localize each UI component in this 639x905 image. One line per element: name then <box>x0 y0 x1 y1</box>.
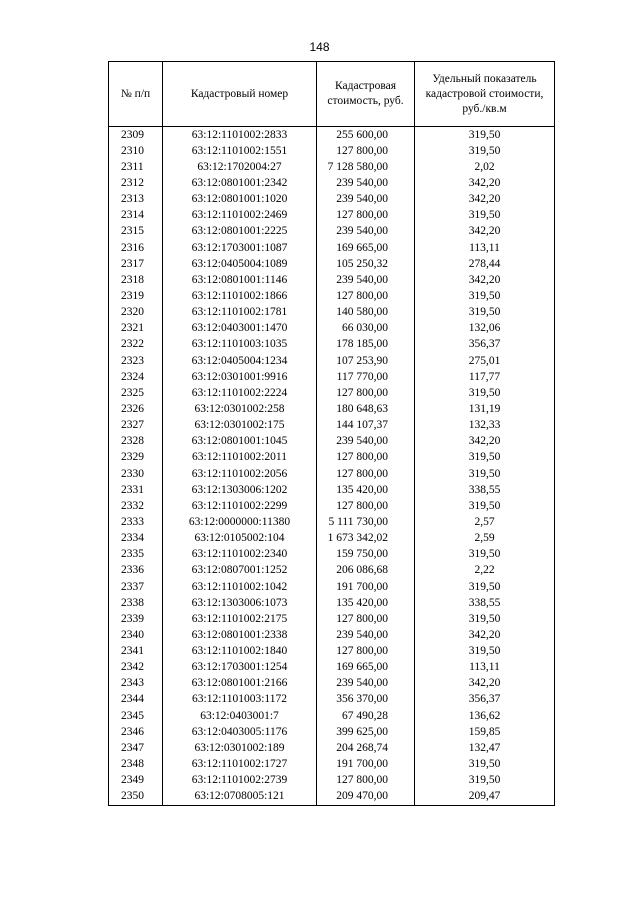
cadastral-cost: 209 470,00 <box>317 789 415 806</box>
specific-rate: 342,20 <box>415 676 555 692</box>
table-row <box>109 611 555 627</box>
cadastral-number: 63:12:0301001:9916 <box>163 369 317 385</box>
cadastral-cost: 239 540,00 <box>317 192 415 208</box>
table-row <box>109 724 555 740</box>
cadastral-number: 63:12:0403005:1176 <box>163 724 317 740</box>
cadastral-number: 63:12:0301002:258 <box>163 401 317 417</box>
cadastral-cost: 105 250,32 <box>317 256 415 272</box>
specific-rate: 2,02 <box>415 159 555 175</box>
table-row <box>109 692 555 708</box>
specific-rate: 159,85 <box>415 724 555 740</box>
specific-rate: 319,50 <box>415 756 555 772</box>
cadastral-cost: 127 800,00 <box>317 466 415 482</box>
specific-rate: 319,50 <box>415 466 555 482</box>
cadastral-number: 63:12:1101002:1840 <box>163 644 317 660</box>
cadastral-number: 63:12:0301002:189 <box>163 740 317 756</box>
cadastral-cost: 135 420,00 <box>317 482 415 498</box>
cadastral-cost: 127 800,00 <box>317 208 415 224</box>
cadastral-cost: 169 665,00 <box>317 240 415 256</box>
row-number: 2317 <box>109 256 163 272</box>
table-row <box>109 418 555 434</box>
specific-rate: 2,57 <box>415 514 555 530</box>
row-number: 2331 <box>109 482 163 498</box>
cadastral-cost: 399 625,00 <box>317 724 415 740</box>
table-row <box>109 256 555 272</box>
specific-rate: 132,47 <box>415 740 555 756</box>
row-number: 2340 <box>109 627 163 643</box>
cadastral-number: 63:12:1101003:1035 <box>163 337 317 353</box>
row-number: 2333 <box>109 514 163 530</box>
cadastral-number: 63:12:0801001:1045 <box>163 434 317 450</box>
specific-rate: 319,50 <box>415 288 555 304</box>
table-row <box>109 159 555 175</box>
row-number: 2328 <box>109 434 163 450</box>
row-number: 2320 <box>109 305 163 321</box>
specific-rate: 319,50 <box>415 611 555 627</box>
row-number: 2338 <box>109 595 163 611</box>
cadastral-cost: 127 800,00 <box>317 498 415 514</box>
table-row <box>109 288 555 304</box>
specific-rate: 319,50 <box>415 208 555 224</box>
row-number: 2343 <box>109 676 163 692</box>
cadastral-number: 63:12:0801001:2225 <box>163 224 317 240</box>
header-rate: Удельный показатель кадастровой стоимости, руб./кв.м <box>415 62 555 127</box>
row-number: 2334 <box>109 531 163 547</box>
cadastral-number: 63:12:1101002:1727 <box>163 756 317 772</box>
row-number: 2323 <box>109 353 163 369</box>
cadastral-number: 63:12:0801001:2338 <box>163 627 317 643</box>
cadastral-cost: 191 700,00 <box>317 756 415 772</box>
table-row <box>109 773 555 789</box>
table-row <box>109 756 555 772</box>
specific-rate: 319,50 <box>415 498 555 514</box>
cadastral-cost: 140 580,00 <box>317 305 415 321</box>
cadastral-number: 63:12:1303006:1073 <box>163 595 317 611</box>
row-number: 2311 <box>109 159 163 175</box>
cadastral-cost: 127 800,00 <box>317 773 415 789</box>
table-row <box>109 708 555 724</box>
table-header-row <box>109 62 555 127</box>
table-row <box>109 660 555 676</box>
cadastral-number: 63:12:1101002:2739 <box>163 773 317 789</box>
specific-rate: 356,37 <box>415 692 555 708</box>
specific-rate: 319,50 <box>415 579 555 595</box>
table-row <box>109 563 555 579</box>
row-number: 2316 <box>109 240 163 256</box>
specific-rate: 319,50 <box>415 143 555 159</box>
table-row <box>109 740 555 756</box>
header-cost: Кадастровая стоимость, руб. <box>317 62 415 127</box>
row-number: 2337 <box>109 579 163 595</box>
table-row <box>109 401 555 417</box>
row-number: 2348 <box>109 756 163 772</box>
cadastral-number: 63:12:1101002:2224 <box>163 385 317 401</box>
specific-rate: 338,55 <box>415 482 555 498</box>
cadastral-number: 63:12:1101002:2469 <box>163 208 317 224</box>
table-row <box>109 175 555 191</box>
row-number: 2339 <box>109 611 163 627</box>
row-number: 2346 <box>109 724 163 740</box>
specific-rate: 132,33 <box>415 418 555 434</box>
specific-rate: 319,50 <box>415 127 555 144</box>
specific-rate: 117,77 <box>415 369 555 385</box>
row-number: 2324 <box>109 369 163 385</box>
cadastral-number: 63:12:0403001:1470 <box>163 321 317 337</box>
cadastral-number: 63:12:1101002:2175 <box>163 611 317 627</box>
row-number: 2336 <box>109 563 163 579</box>
cadastral-number: 63:12:1101002:1551 <box>163 143 317 159</box>
specific-rate: 2,22 <box>415 563 555 579</box>
cadastral-number: 63:12:1702004:27 <box>163 159 317 175</box>
cadastral-number: 63:12:0000000:11380 <box>163 514 317 530</box>
cadastral-cost: 356 370,00 <box>317 692 415 708</box>
specific-rate: 319,50 <box>415 644 555 660</box>
specific-rate: 209,47 <box>415 789 555 806</box>
table-row <box>109 450 555 466</box>
cadastral-cost: 239 540,00 <box>317 627 415 643</box>
cadastral-number: 63:12:0801001:2342 <box>163 175 317 191</box>
row-number: 2326 <box>109 401 163 417</box>
cadastral-cost: 127 800,00 <box>317 644 415 660</box>
cadastral-cost: 169 665,00 <box>317 660 415 676</box>
cadastral-cost: 127 800,00 <box>317 288 415 304</box>
cadastral-number: 63:12:1703001:1254 <box>163 660 317 676</box>
specific-rate: 319,50 <box>415 773 555 789</box>
table-row <box>109 595 555 611</box>
specific-rate: 2,59 <box>415 531 555 547</box>
cadastral-table <box>108 61 555 806</box>
cadastral-cost: 239 540,00 <box>317 224 415 240</box>
table-row <box>109 676 555 692</box>
row-number: 2330 <box>109 466 163 482</box>
cadastral-cost: 239 540,00 <box>317 676 415 692</box>
row-number: 2349 <box>109 773 163 789</box>
table-row <box>109 208 555 224</box>
row-number: 2344 <box>109 692 163 708</box>
table-row <box>109 531 555 547</box>
cadastral-number: 63:12:1101002:1781 <box>163 305 317 321</box>
cadastral-number: 63:12:1303006:1202 <box>163 482 317 498</box>
specific-rate: 338,55 <box>415 595 555 611</box>
cadastral-cost: 1 673 342,02 <box>317 531 415 547</box>
row-number: 2319 <box>109 288 163 304</box>
cadastral-number: 63:12:1101002:1042 <box>163 579 317 595</box>
cadastral-number: 63:12:0801001:1020 <box>163 192 317 208</box>
row-number: 2327 <box>109 418 163 434</box>
row-number: 2309 <box>109 127 163 144</box>
table-row <box>109 466 555 482</box>
specific-rate: 319,50 <box>415 547 555 563</box>
cadastral-number: 63:12:0708005:121 <box>163 789 317 806</box>
cadastral-cost: 127 800,00 <box>317 143 415 159</box>
cadastral-number: 63:12:1101002:2056 <box>163 466 317 482</box>
row-number: 2350 <box>109 789 163 806</box>
table-row <box>109 369 555 385</box>
row-number: 2312 <box>109 175 163 191</box>
cadastral-number: 63:12:1101002:2833 <box>163 127 317 144</box>
cadastral-number: 63:12:0405004:1234 <box>163 353 317 369</box>
row-number: 2345 <box>109 708 163 724</box>
header-num: № п/п <box>109 62 163 127</box>
cadastral-number: 63:12:1101003:1172 <box>163 692 317 708</box>
specific-rate: 342,20 <box>415 627 555 643</box>
cadastral-cost: 127 800,00 <box>317 450 415 466</box>
table-row <box>109 644 555 660</box>
cadastral-cost: 255 600,00 <box>317 127 415 144</box>
specific-rate: 342,20 <box>415 192 555 208</box>
row-number: 2318 <box>109 272 163 288</box>
row-number: 2322 <box>109 337 163 353</box>
table-body <box>109 127 555 806</box>
cadastral-cost: 204 268,74 <box>317 740 415 756</box>
cadastral-cost: 239 540,00 <box>317 272 415 288</box>
cadastral-number: 63:12:0801001:1146 <box>163 272 317 288</box>
specific-rate: 342,20 <box>415 175 555 191</box>
cadastral-cost: 206 086,68 <box>317 563 415 579</box>
page-number: 148 <box>309 40 330 54</box>
cadastral-number: 63:12:1101002:2011 <box>163 450 317 466</box>
specific-rate: 275,01 <box>415 353 555 369</box>
cadastral-cost: 144 107,37 <box>317 418 415 434</box>
table-row <box>109 224 555 240</box>
cadastral-number: 63:12:1101002:2299 <box>163 498 317 514</box>
specific-rate: 342,20 <box>415 434 555 450</box>
row-number: 2325 <box>109 385 163 401</box>
row-number: 2332 <box>109 498 163 514</box>
specific-rate: 356,37 <box>415 337 555 353</box>
table-row <box>109 627 555 643</box>
cadastral-cost: 180 648,63 <box>317 401 415 417</box>
specific-rate: 319,50 <box>415 385 555 401</box>
row-number: 2329 <box>109 450 163 466</box>
table-row <box>109 547 555 563</box>
header-cadastral-number: Кадастровый номер <box>163 62 317 127</box>
cadastral-cost: 117 770,00 <box>317 369 415 385</box>
table-row <box>109 353 555 369</box>
table-row <box>109 337 555 353</box>
specific-rate: 319,50 <box>415 305 555 321</box>
cadastral-number: 63:12:0801001:2166 <box>163 676 317 692</box>
table-row <box>109 143 555 159</box>
cadastral-number: 63:12:1101002:2340 <box>163 547 317 563</box>
row-number: 2321 <box>109 321 163 337</box>
cadastral-cost: 159 750,00 <box>317 547 415 563</box>
table-row <box>109 240 555 256</box>
specific-rate: 342,20 <box>415 272 555 288</box>
table-row <box>109 498 555 514</box>
specific-rate: 132,06 <box>415 321 555 337</box>
cadastral-cost: 191 700,00 <box>317 579 415 595</box>
cadastral-number: 63:12:0301002:175 <box>163 418 317 434</box>
row-number: 2314 <box>109 208 163 224</box>
table-row <box>109 127 555 144</box>
row-number: 2315 <box>109 224 163 240</box>
specific-rate: 319,50 <box>415 450 555 466</box>
table-row <box>109 789 555 806</box>
cadastral-number: 63:12:0405004:1089 <box>163 256 317 272</box>
row-number: 2313 <box>109 192 163 208</box>
specific-rate: 278,44 <box>415 256 555 272</box>
cadastral-cost: 127 800,00 <box>317 611 415 627</box>
cadastral-cost: 239 540,00 <box>317 175 415 191</box>
row-number: 2310 <box>109 143 163 159</box>
cadastral-cost: 107 253,90 <box>317 353 415 369</box>
table-row <box>109 272 555 288</box>
cadastral-number: 63:12:1101002:1866 <box>163 288 317 304</box>
row-number: 2335 <box>109 547 163 563</box>
cadastral-cost: 67 490,28 <box>317 708 415 724</box>
specific-rate: 136,62 <box>415 708 555 724</box>
table-row <box>109 579 555 595</box>
specific-rate: 342,20 <box>415 224 555 240</box>
table-row <box>109 305 555 321</box>
cadastral-number: 63:12:0105002:104 <box>163 531 317 547</box>
row-number: 2347 <box>109 740 163 756</box>
specific-rate: 113,11 <box>415 240 555 256</box>
cadastral-number: 63:12:0403001:7 <box>163 708 317 724</box>
table-row <box>109 482 555 498</box>
cadastral-cost: 66 030,00 <box>317 321 415 337</box>
cadastral-cost: 127 800,00 <box>317 385 415 401</box>
cadastral-cost: 5 111 730,00 <box>317 514 415 530</box>
table-row <box>109 434 555 450</box>
row-number: 2341 <box>109 644 163 660</box>
table-row <box>109 192 555 208</box>
cadastral-number: 63:12:1703001:1087 <box>163 240 317 256</box>
specific-rate: 131,19 <box>415 401 555 417</box>
table-row <box>109 514 555 530</box>
cadastral-cost: 178 185,00 <box>317 337 415 353</box>
row-number: 2342 <box>109 660 163 676</box>
specific-rate: 113,11 <box>415 660 555 676</box>
table-row <box>109 321 555 337</box>
cadastral-cost: 7 128 580,00 <box>317 159 415 175</box>
cadastral-number: 63:12:0807001:1252 <box>163 563 317 579</box>
table-row <box>109 385 555 401</box>
cadastral-cost: 135 420,00 <box>317 595 415 611</box>
cadastral-cost: 239 540,00 <box>317 434 415 450</box>
